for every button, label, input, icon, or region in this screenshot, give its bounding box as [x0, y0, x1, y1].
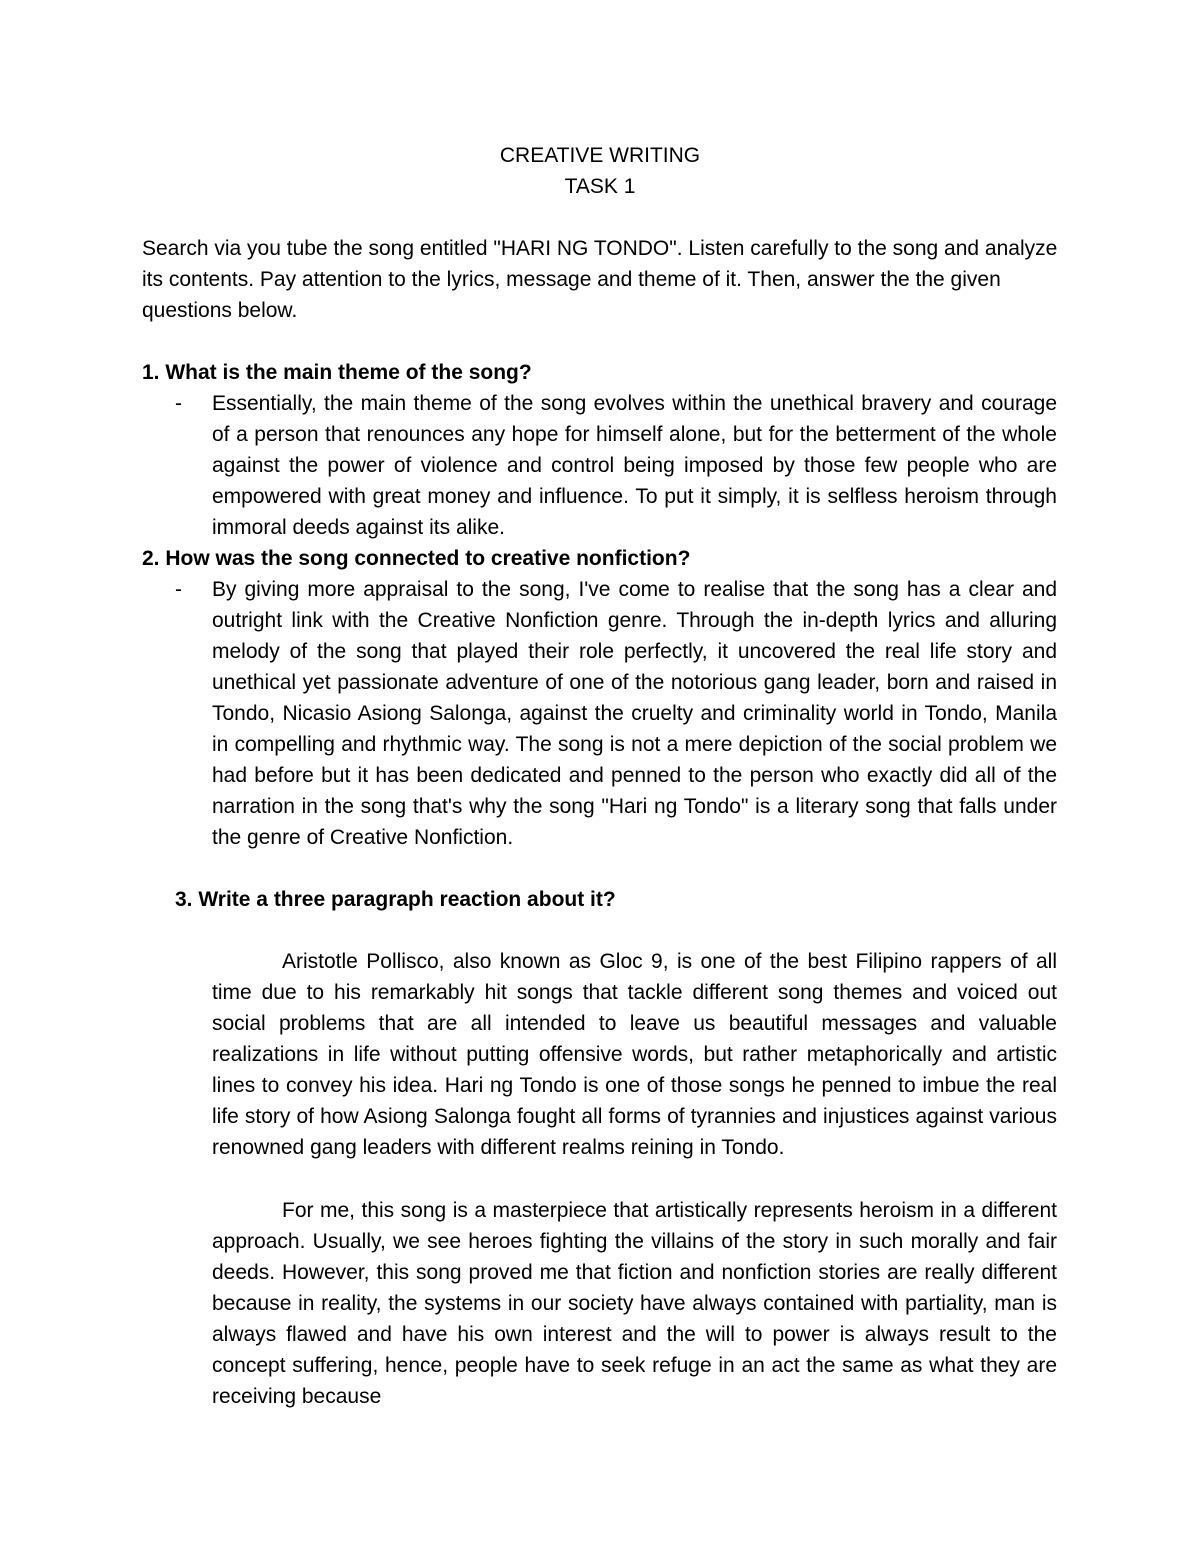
document-subtitle: TASK 1	[564, 175, 636, 198]
question-1: 1. What is the main theme of the song?	[142, 361, 532, 384]
answer-2-dash: -	[175, 578, 182, 601]
intro-paragraph: Search via you tube the song entitled "HARI NG TONDO". Listen carefully to the song and analyze its contents. Pay attention to the lyrics, message and theme of it. Then, answer the the given questions below.	[142, 237, 1058, 322]
answer-1-dash: -	[175, 392, 182, 415]
document-title: CREATIVE WRITING	[499, 144, 701, 167]
answer-2: By giving more appraisal to the song, I've come to realise that the song has a clear and outright link with the Creative Nonfiction genre. Through the in-depth lyrics and alluring melody of the song that played their role perfectly, it uncovered the real life story and unethical yet passionate adventure of one of the notorious gang leader, born and raised in Tondo, Nicasio Asiong Salonga, against the cruelty and criminality world in Tondo, Manila in compelling and rhythmic way. The song is not a mere depiction of the social problem we had before but it has been dedicated and penned to the person who exactly did all of the narration in the song that's why the song "Hari ng Tondo" is a literary song that falls under the genre of Creative Nonfiction.	[212, 578, 1057, 849]
answer-1: Essentially, the main theme of the song evolves within the unethical bravery and courage of a person that renounces any hope for himself alone, but for the betterment of the whole against the power of violence and control being imposed by those few people who are empowered with great money and influence. To put it simply, it is selfless heroism through immoral deeds against its alike.	[212, 392, 1057, 539]
reaction-paragraph-1: Aristotle Pollisco, also known as Gloc 9, is one of the best Filipino rappers of all time due to his remarkably hit songs that tackle different song themes and voiced out social problems that are all intended to leave us beautiful messages and valuable realizations in life without putting offensive words, but rather metaphorically and artistic lines to convey his idea. Hari ng Tondo is one of those songs he penned to imbue the real life story of how Asiong Salonga fought all forms of tyrannies and injustices against various renowned gang leaders with different realms reining in Tondo.	[212, 950, 1057, 1159]
reaction-paragraph-2: For me, this song is a masterpiece that artistically represents heroism in a different approach. Usually, we see heroes fighting the villains of the story in such morally and fair deeds. However, this song proved me that fiction and nonfiction stories are really different because in reality, the systems in our society have always contained with partiality, man is always flawed and have his own interest and the will to power is always result to the concept suffering, hence, people have to seek refuge in an act the same as what they are receiving because	[212, 1199, 1057, 1408]
question-3: 3. Write a three paragraph reaction about it?	[175, 888, 616, 911]
question-2: 2. How was the song connected to creative nonfiction?	[142, 547, 691, 570]
